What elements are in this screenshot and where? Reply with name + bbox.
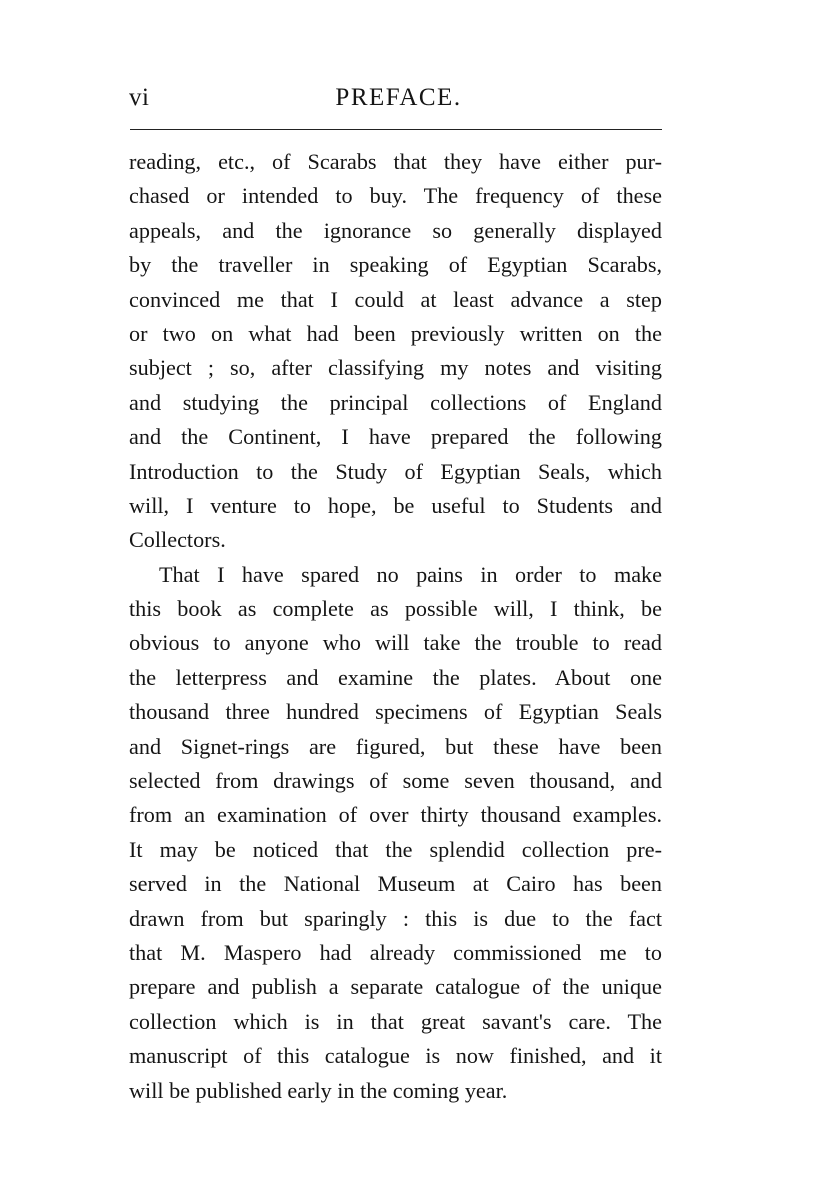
text-line: served in the National Museum at Cairo has been [129,871,662,897]
text-line: that M. Maspero had already commissioned me to [129,939,662,965]
text-line: appeals, and the ignorance so generally displayed [129,217,662,243]
text-line: thousand three hundred specimens of Egyptian Seals [129,699,662,725]
text-line: Collectors. [129,527,226,553]
text-line: will, I venture to hope, be useful to Students and [129,492,662,518]
text-line: reading, etc., of Scarabs that they have either pur- [129,149,662,174]
text-line: prepare and publish a separate catalogue of the unique [129,974,662,1000]
text-line: That I have spared no pains in order to make [159,561,662,587]
text-line: from an examination of over thirty thousand examples. [129,802,662,828]
text-line: this book as complete as possible will, I think, be [129,596,662,622]
text-line: obvious to anyone who will take the trouble to read [129,630,662,656]
page-number: vi [129,84,150,111]
text-line: and studying the principal collections of England [129,389,662,415]
running-head [129,78,662,118]
header-rule [130,129,662,130]
text-line: drawn from but sparingly : this is due to the fact [129,905,662,931]
text-line: collection which is in that great savant's care. The [129,1008,662,1034]
running-title: PREFACE. [335,84,462,111]
text-line: subject ; so, after classifying my notes and visiting [129,355,662,381]
text-line: convinced me that I could at least advance a step [129,286,662,312]
text-line: Introduction to the Study of Egyptian Seals, which [129,458,662,484]
text-line: manuscript of this catalogue is now finished, and it [129,1043,662,1069]
text-line: It may be noticed that the splendid collection pre- [129,836,662,862]
text-line: selected from drawings of some seven thousand, and [129,768,662,794]
text-line: chased or intended to buy. The frequency of these [129,183,662,209]
text-line: and the Continent, I have prepared the following [129,424,662,450]
text-line: or two on what had been previously written on the [129,320,662,346]
body-text [129,145,662,1108]
text-line: the letterpress and examine the plates. About one [129,664,662,690]
text-line: by the traveller in speaking of Egyptian Scarabs, [129,252,662,278]
text-line: and Signet-rings are figured, but these have been [129,733,662,759]
text-line: will be published early in the coming year. [129,1077,508,1103]
